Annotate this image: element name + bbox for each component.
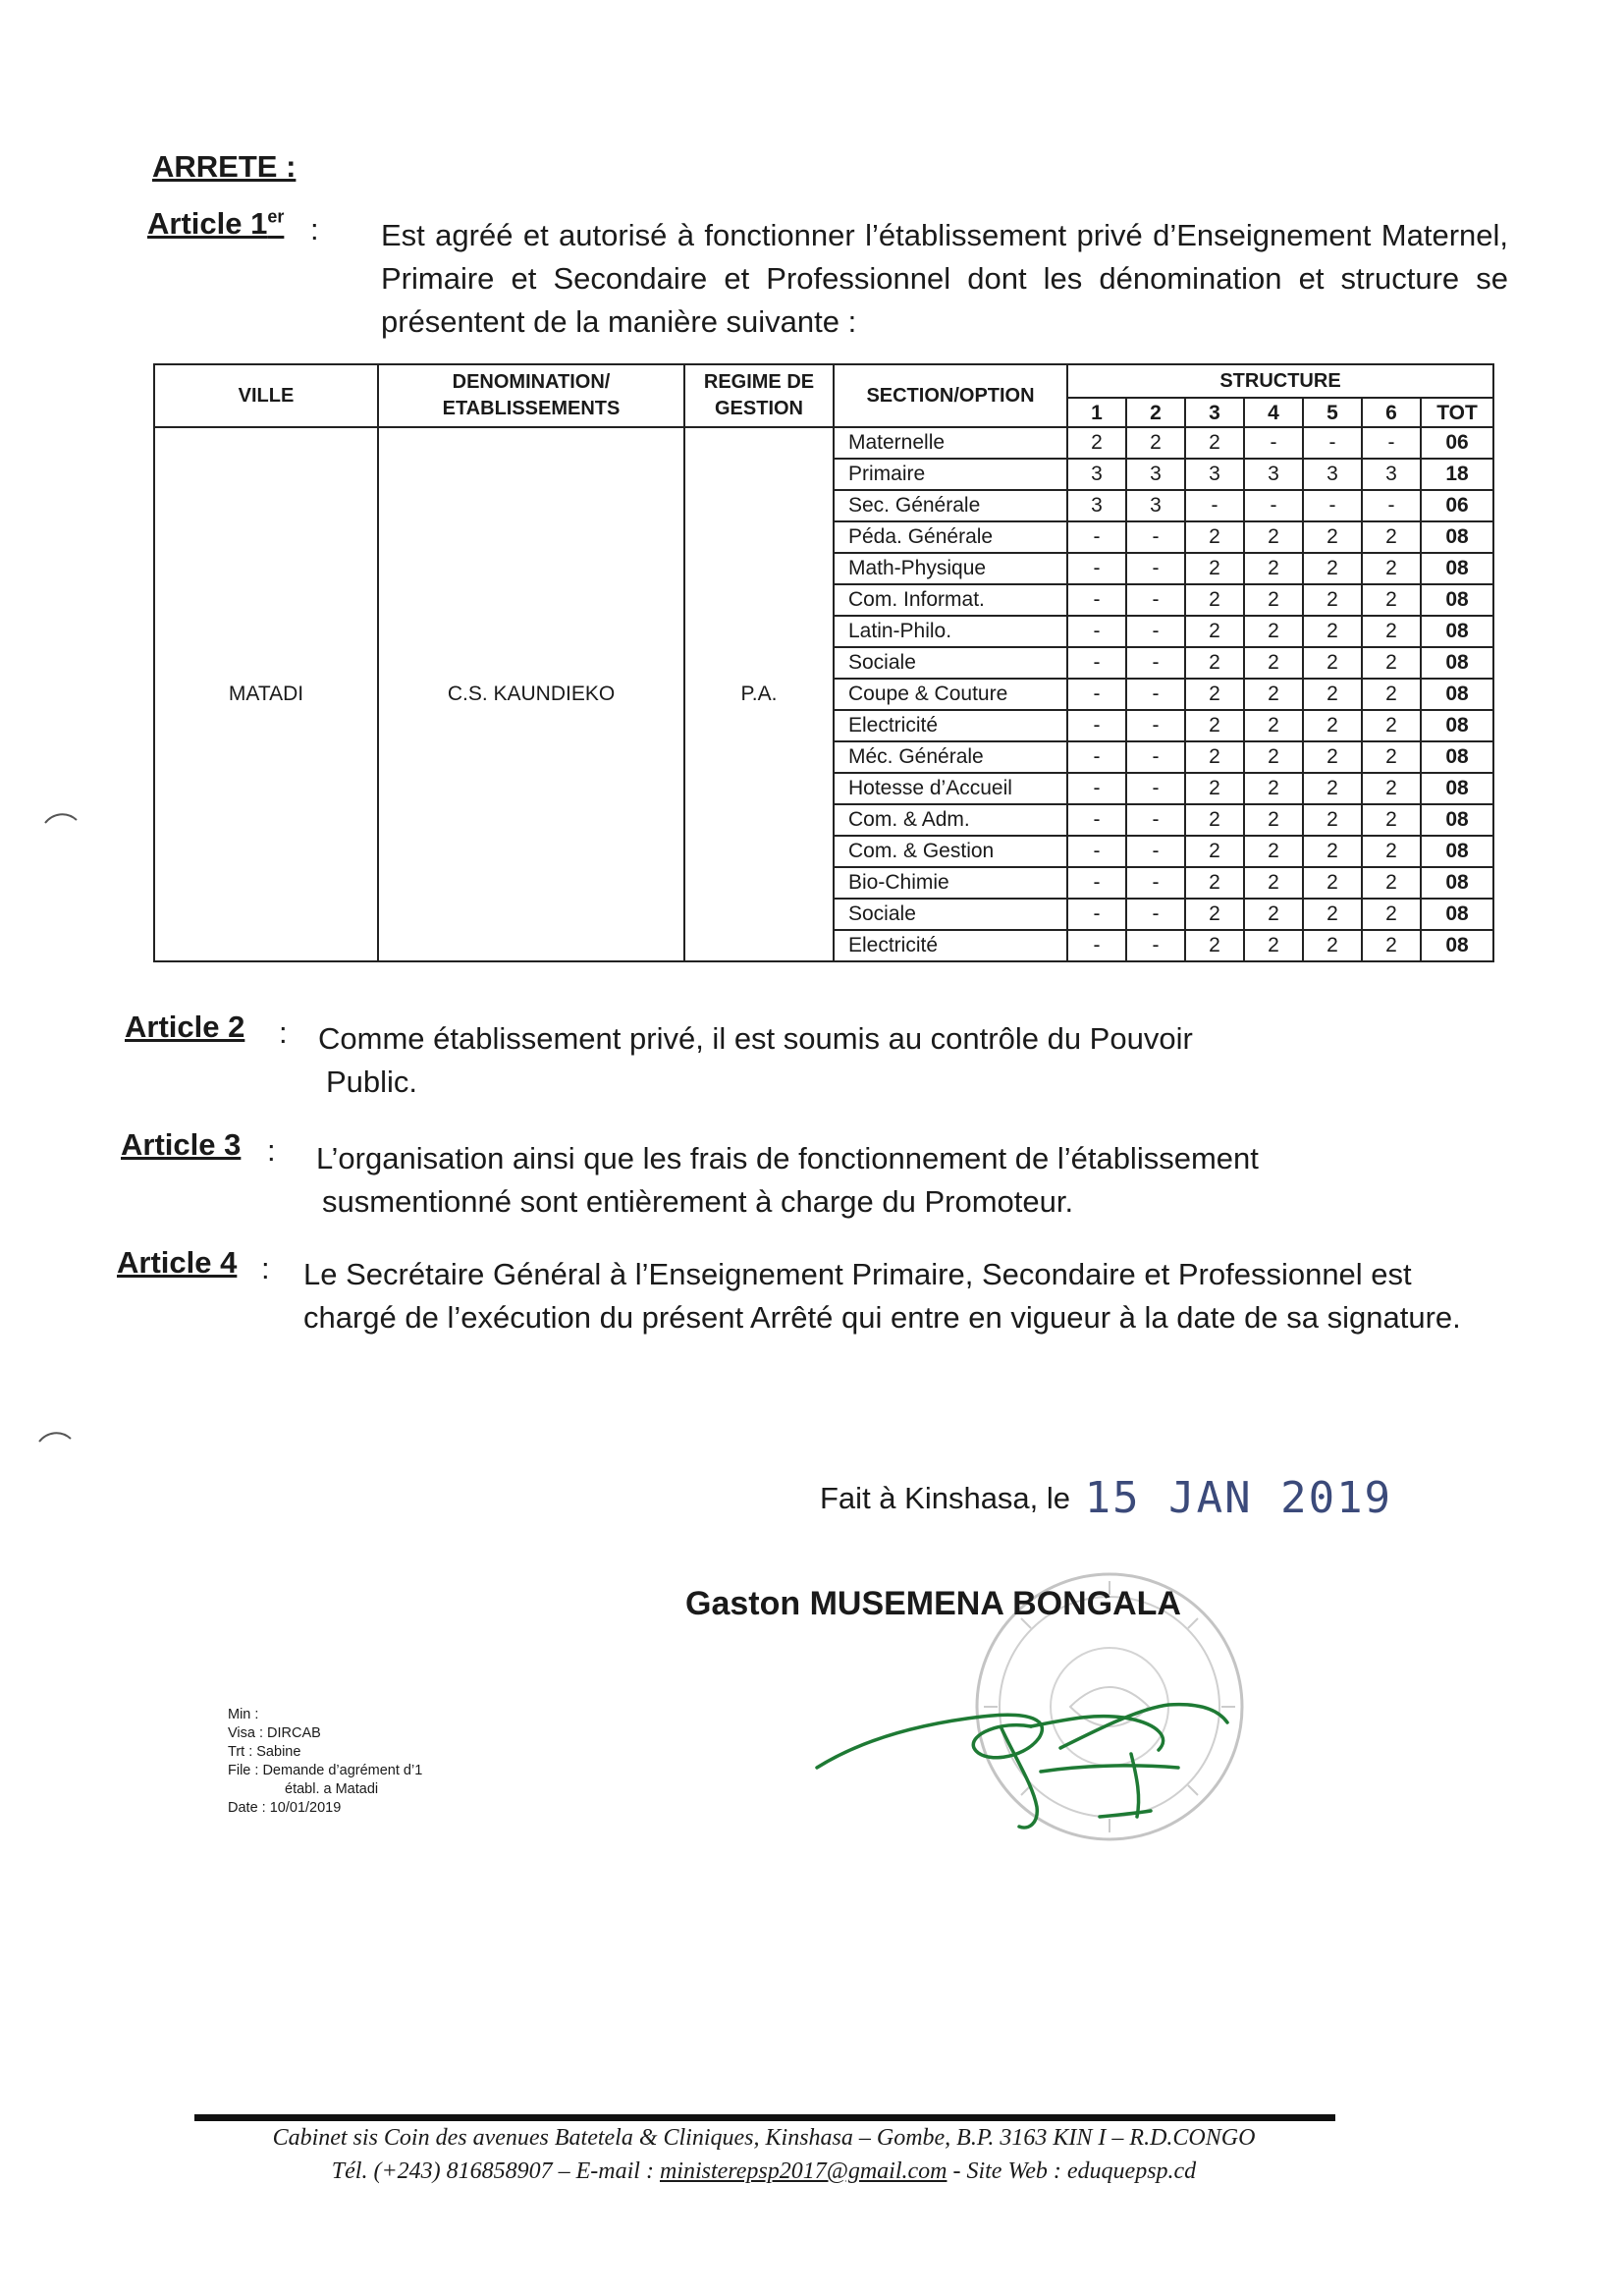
header-structure: STRUCTURE: [1067, 364, 1493, 398]
level-cell: -: [1067, 647, 1126, 679]
punch-hole-mark: [37, 1430, 73, 1444]
footer-address: [194, 2121, 1333, 2188]
structure-table: [153, 363, 1494, 962]
level-cell: 2: [1362, 899, 1421, 930]
level-cell: 2: [1303, 773, 1362, 804]
ville-cell: MATADI: [154, 427, 378, 961]
signatory-name: Gaston MUSEMENA BONGALA: [685, 1585, 1181, 1622]
level-cell: 2: [1244, 773, 1303, 804]
level-cell: 2: [1303, 867, 1362, 899]
level-cell: 3: [1126, 459, 1185, 490]
memo-row: Trt : Sabine: [228, 1744, 301, 1760]
total-cell: 08: [1421, 867, 1493, 899]
level-cell: -: [1126, 804, 1185, 836]
level-cell: 2: [1185, 930, 1244, 961]
article-3-label: Article 3: [121, 1127, 242, 1162]
level-cell: -: [1126, 836, 1185, 867]
level-cell: 2: [1362, 584, 1421, 616]
level-cell: 2: [1244, 867, 1303, 899]
level-cell: -: [1185, 490, 1244, 521]
header-level-6: 6: [1362, 398, 1421, 427]
level-cell: 3: [1185, 459, 1244, 490]
level-cell: -: [1126, 930, 1185, 961]
memo-row: File : Demande d’agrément d’1: [228, 1763, 423, 1778]
article-4-label: Article 4: [117, 1245, 238, 1280]
level-cell: 2: [1185, 521, 1244, 553]
article-4-text: Le Secrétaire Général à l’Enseignement Primaire, Secondaire et Professionnel est chargé de l’exécution du présent Arrêté qui entre en vigueur à la date de sa signature.: [303, 1257, 1461, 1335]
level-cell: 3: [1303, 459, 1362, 490]
level-cell: 2: [1303, 679, 1362, 710]
total-cell: 06: [1421, 490, 1493, 521]
level-cell: -: [1126, 867, 1185, 899]
section-cell: Bio-Chimie: [834, 867, 1067, 899]
section-cell: Com. & Gestion: [834, 836, 1067, 867]
level-cell: -: [1126, 741, 1185, 773]
article-1-colon: :: [310, 212, 319, 246]
level-cell: -: [1067, 899, 1126, 930]
level-cell: -: [1067, 553, 1126, 584]
level-cell: 2: [1244, 710, 1303, 741]
total-cell: 08: [1421, 836, 1493, 867]
footer-address-line: Cabinet sis Coin des avenues Batetela & Cliniques, Kinshasa – Gombe, B.P. 3163 KIN I – R.D.CONGO: [272, 2125, 1256, 2151]
level-cell: -: [1067, 930, 1126, 961]
article-3-colon: :: [267, 1133, 276, 1168]
level-cell: 2: [1185, 804, 1244, 836]
level-cell: -: [1244, 490, 1303, 521]
memo-row: établ. a Matadi: [285, 1781, 379, 1797]
total-cell: 08: [1421, 930, 1493, 961]
section-cell: Sociale: [834, 647, 1067, 679]
memo-row: Min :: [228, 1707, 259, 1722]
header-level-1: 1: [1067, 398, 1126, 427]
section-cell: Sec. Générale: [834, 490, 1067, 521]
section-cell: Méc. Générale: [834, 741, 1067, 773]
level-cell: 3: [1067, 459, 1126, 490]
footer-rule: [194, 2114, 1335, 2121]
total-cell: 08: [1421, 710, 1493, 741]
level-cell: -: [1126, 584, 1185, 616]
level-cell: 2: [1362, 867, 1421, 899]
level-cell: 2: [1303, 710, 1362, 741]
level-cell: -: [1126, 616, 1185, 647]
section-cell: Sociale: [834, 899, 1067, 930]
level-cell: 2: [1362, 616, 1421, 647]
level-cell: 2: [1067, 427, 1126, 459]
level-cell: 2: [1185, 773, 1244, 804]
table-row: [154, 427, 1493, 459]
section-cell: Primaire: [834, 459, 1067, 490]
article-1-text: Est agréé et autorisé à fonctionner l’établissement privé d’Enseignement Maternel, Primaire et Secondaire et Professionnel dont les dénomination et structure se présentent de la manière suivante :: [381, 218, 1508, 339]
level-cell: 2: [1362, 679, 1421, 710]
level-cell: 2: [1244, 804, 1303, 836]
place-and-date: Fait à Kinshasa, le 15 JAN 2019: [820, 1473, 1393, 1523]
level-cell: 2: [1185, 427, 1244, 459]
total-cell: 08: [1421, 584, 1493, 616]
level-cell: 2: [1185, 867, 1244, 899]
level-cell: -: [1126, 899, 1185, 930]
level-cell: 2: [1303, 521, 1362, 553]
memo-row: Date : 10/01/2019: [228, 1800, 342, 1816]
level-cell: -: [1126, 521, 1185, 553]
regime-cell: P.A.: [684, 427, 834, 961]
level-cell: 2: [1303, 584, 1362, 616]
level-cell: 3: [1244, 459, 1303, 490]
level-cell: 3: [1067, 490, 1126, 521]
section-cell: Coupe & Couture: [834, 679, 1067, 710]
section-cell: Maternelle: [834, 427, 1067, 459]
section-cell: Electricité: [834, 930, 1067, 961]
level-cell: 2: [1185, 584, 1244, 616]
level-cell: 2: [1362, 647, 1421, 679]
level-cell: 2: [1244, 647, 1303, 679]
total-cell: 08: [1421, 741, 1493, 773]
level-cell: 2: [1362, 836, 1421, 867]
level-cell: -: [1362, 427, 1421, 459]
section-cell: Hotesse d’Accueil: [834, 773, 1067, 804]
header-denomination: DENOMINATION/ ETABLISSEMENTS: [378, 364, 684, 427]
level-cell: 2: [1244, 899, 1303, 930]
total-cell: 08: [1421, 804, 1493, 836]
total-cell: 08: [1421, 679, 1493, 710]
total-cell: 08: [1421, 773, 1493, 804]
article-4-colon: :: [261, 1251, 270, 1285]
section-cell: Latin-Philo.: [834, 616, 1067, 647]
total-cell: 06: [1421, 427, 1493, 459]
level-cell: 2: [1185, 741, 1244, 773]
section-cell: Péda. Générale: [834, 521, 1067, 553]
article-2-text: Comme établissement privé, il est soumis au contrôle du Pouvoir Public.: [318, 1021, 1193, 1099]
level-cell: 2: [1185, 710, 1244, 741]
total-cell: 08: [1421, 899, 1493, 930]
level-cell: -: [1362, 490, 1421, 521]
level-cell: -: [1067, 741, 1126, 773]
level-cell: 2: [1303, 616, 1362, 647]
level-cell: -: [1126, 647, 1185, 679]
level-cell: 2: [1244, 616, 1303, 647]
level-cell: 2: [1303, 553, 1362, 584]
total-cell: 08: [1421, 553, 1493, 584]
level-cell: -: [1126, 679, 1185, 710]
header-section: SECTION/OPTION: [834, 364, 1067, 427]
level-cell: 2: [1303, 836, 1362, 867]
handwritten-signature: [805, 1669, 1267, 1856]
article-1-superscript: er: [267, 206, 285, 227]
level-cell: -: [1067, 867, 1126, 899]
header-level-3: 3: [1185, 398, 1244, 427]
level-cell: -: [1067, 584, 1126, 616]
article-1-label: Article 1er: [147, 206, 285, 241]
level-cell: 2: [1362, 710, 1421, 741]
level-cell: -: [1126, 710, 1185, 741]
level-cell: -: [1126, 553, 1185, 584]
total-cell: 08: [1421, 521, 1493, 553]
level-cell: 2: [1244, 584, 1303, 616]
header-level-2: 2: [1126, 398, 1185, 427]
level-cell: 2: [1185, 899, 1244, 930]
level-cell: -: [1303, 490, 1362, 521]
level-cell: 2: [1185, 647, 1244, 679]
level-cell: 2: [1244, 836, 1303, 867]
level-cell: 2: [1303, 804, 1362, 836]
level-cell: -: [1067, 521, 1126, 553]
total-cell: 08: [1421, 616, 1493, 647]
routing-memo: [228, 1706, 422, 1818]
level-cell: 2: [1303, 741, 1362, 773]
level-cell: -: [1244, 427, 1303, 459]
header-level-5: 5: [1303, 398, 1362, 427]
article-2-colon: :: [279, 1015, 288, 1050]
level-cell: 2: [1185, 553, 1244, 584]
header-regime: REGIME DE GESTION: [684, 364, 834, 427]
section-cell: Electricité: [834, 710, 1067, 741]
level-cell: 2: [1185, 679, 1244, 710]
date-stamp: 15 JAN 2019: [1084, 1473, 1393, 1523]
footer-contact-line: Tél. (+243) 816858907 – E-mail : ministerepsp2017@gmail.com - Site Web : eduquepsp.cd: [331, 2158, 1197, 2184]
level-cell: -: [1067, 710, 1126, 741]
level-cell: -: [1067, 804, 1126, 836]
decree-heading: ARRETE :: [152, 149, 297, 184]
punch-hole-mark: [43, 811, 79, 825]
memo-row: Visa : DIRCAB: [228, 1725, 321, 1741]
level-cell: 2: [1185, 616, 1244, 647]
level-cell: 3: [1126, 490, 1185, 521]
article-3-text: L’organisation ainsi que les frais de fonctionnement de l’établissement susmentionné sont entièrement à charge du Promoteur.: [316, 1141, 1259, 1219]
header-ville: VILLE: [154, 364, 378, 427]
level-cell: 2: [1362, 741, 1421, 773]
level-cell: -: [1067, 773, 1126, 804]
footer-email-link[interactable]: ministerepsp2017@gmail.com: [659, 2158, 947, 2184]
level-cell: -: [1067, 616, 1126, 647]
section-cell: Com. & Adm.: [834, 804, 1067, 836]
etablissement-cell: C.S. KAUNDIEKO: [378, 427, 684, 961]
level-cell: -: [1303, 427, 1362, 459]
level-cell: 2: [1244, 553, 1303, 584]
level-cell: -: [1126, 773, 1185, 804]
level-cell: 2: [1362, 930, 1421, 961]
level-cell: 2: [1303, 899, 1362, 930]
level-cell: 2: [1362, 804, 1421, 836]
level-cell: 2: [1244, 930, 1303, 961]
level-cell: 2: [1362, 553, 1421, 584]
structure-table-body: [154, 427, 1493, 961]
level-cell: -: [1067, 679, 1126, 710]
level-cell: 2: [1303, 930, 1362, 961]
header-level-4: 4: [1244, 398, 1303, 427]
level-cell: 2: [1362, 521, 1421, 553]
level-cell: 2: [1244, 741, 1303, 773]
total-cell: 18: [1421, 459, 1493, 490]
level-cell: 2: [1362, 773, 1421, 804]
section-cell: Com. Informat.: [834, 584, 1067, 616]
level-cell: 2: [1185, 836, 1244, 867]
article-2-label: Article 2: [125, 1010, 245, 1044]
section-cell: Math-Physique: [834, 553, 1067, 584]
level-cell: 2: [1244, 521, 1303, 553]
total-cell: 08: [1421, 647, 1493, 679]
level-cell: 2: [1126, 427, 1185, 459]
level-cell: -: [1067, 836, 1126, 867]
level-cell: 2: [1303, 647, 1362, 679]
level-cell: 3: [1362, 459, 1421, 490]
level-cell: 2: [1244, 679, 1303, 710]
header-tot: TOT: [1421, 398, 1493, 427]
